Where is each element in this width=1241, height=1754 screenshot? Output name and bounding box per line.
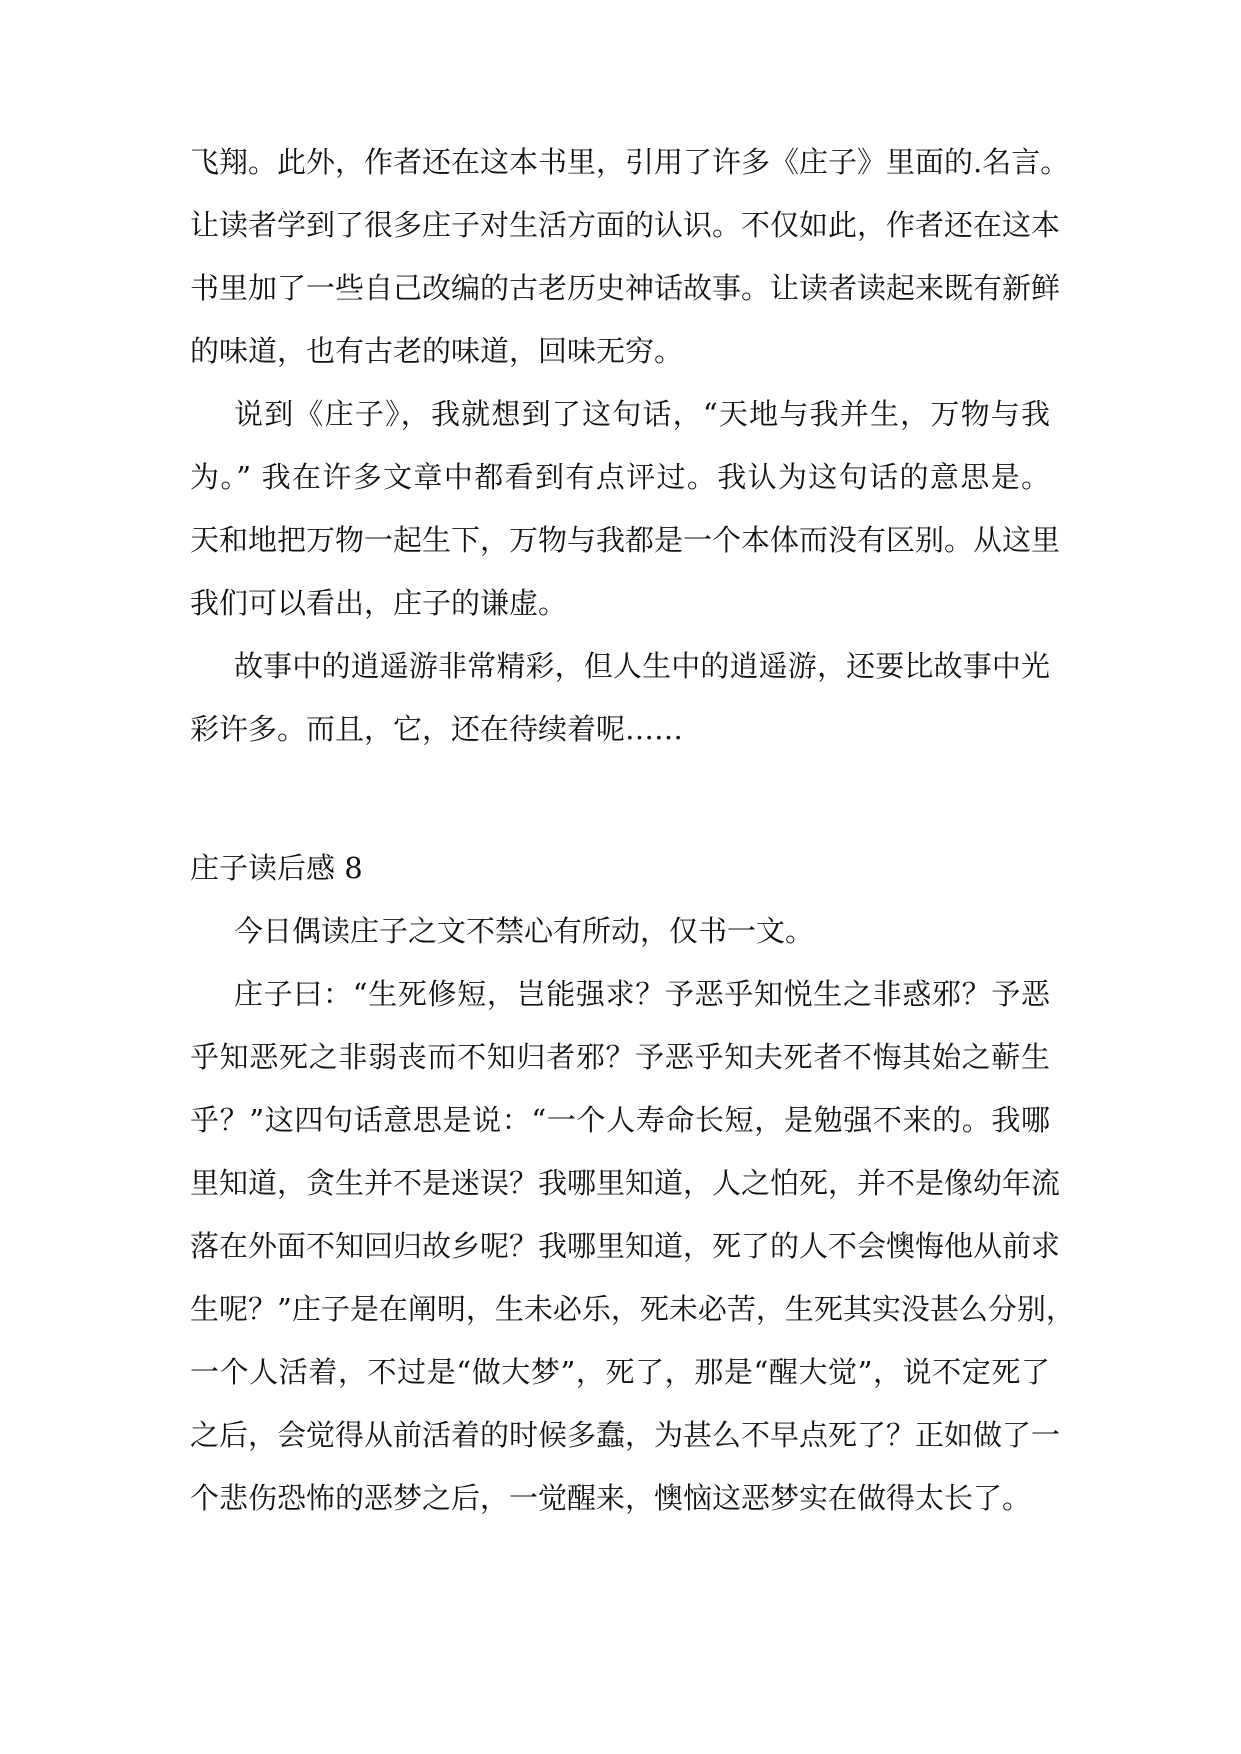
paragraph-2-line-4: 我们可以看出，庄子的谦虚。 xyxy=(190,586,568,620)
paragraph-5-line-2: 乎知恶死之非弱丧而不知归者邪？予恶乎知夫死者不悔其始之蕲生 xyxy=(190,1040,1050,1074)
paragraph-3-line-1: 故事中的逍遥游非常精彩，但人生中的逍遥游，还要比故事中光 xyxy=(234,649,1050,683)
paragraph-1-line-2: 让读者学到了很多庄子对生活方面的认识。不仅如此，作者还在这本 xyxy=(190,208,1061,242)
paragraph-1-line-4: 的味道，也有古老的味道，回味无穷。 xyxy=(190,334,684,368)
paragraph-5-line-6: 生呢？”庄子是在阐明，生未必乐，死未必苦，生死其实没甚么分别， xyxy=(190,1292,1075,1326)
paragraph-5-line-9: 个悲伤恐怖的恶梦之后，一觉醒来，懊恼这恶梦实在做得太长了。 xyxy=(190,1481,1032,1515)
paragraph-4-line-1: 今日偶读庄子之文不禁心有所动，仅书一文。 xyxy=(234,914,815,948)
paragraph-1-line-1: 飞翔。此外，作者还在这本书里，引用了许多《庄子》里面的.名言。 xyxy=(190,145,1070,179)
paragraph-5-line-3: 乎？”这四句话意思是说：“一个人寿命长短，是勉强不来的。我哪 xyxy=(190,1103,1050,1137)
paragraph-2-line-2: 为。” 我在许多文章中都看到有点评过。我认为这句话的意思是。 xyxy=(190,460,1050,494)
paragraph-5-line-7: 一个人活着，不过是“做大梦”，死了，那是“醒大觉”，说不定死了 xyxy=(190,1355,1050,1389)
paragraph-1-line-3: 书里加了一些自己改编的古老历史神话故事。让读者读起来既有新鲜 xyxy=(190,271,1061,305)
paragraph-5-line-1: 庄子曰：“生死修短，岂能强求？予恶乎知悦生之非惑邪？予恶 xyxy=(234,977,1050,1011)
paragraph-5-line-5: 落在外面不知回归故乡呢？我哪里知道，死了的人不会懊悔他从前求 xyxy=(190,1229,1061,1263)
paragraph-2-line-1: 说到《庄子》，我就想到了这句话，“天地与我并生，万物与我 xyxy=(234,397,1050,431)
paragraph-5-line-4: 里知道，贪生并不是迷误？我哪里知道，人之怕死，并不是像幼年流 xyxy=(190,1166,1061,1200)
paragraph-2-line-3: 天和地把万物一起生下，万物与我都是一个本体而没有区别。从这里 xyxy=(190,523,1061,557)
paragraph-3-line-2: 彩许多。而且，它，还在待续着呢…… xyxy=(190,712,684,746)
section-heading: 庄子读后感 8 xyxy=(190,851,363,885)
paragraph-5-line-8: 之后，会觉得从前活着的时候多蠢，为甚么不早点死了？正如做了一 xyxy=(190,1418,1061,1452)
